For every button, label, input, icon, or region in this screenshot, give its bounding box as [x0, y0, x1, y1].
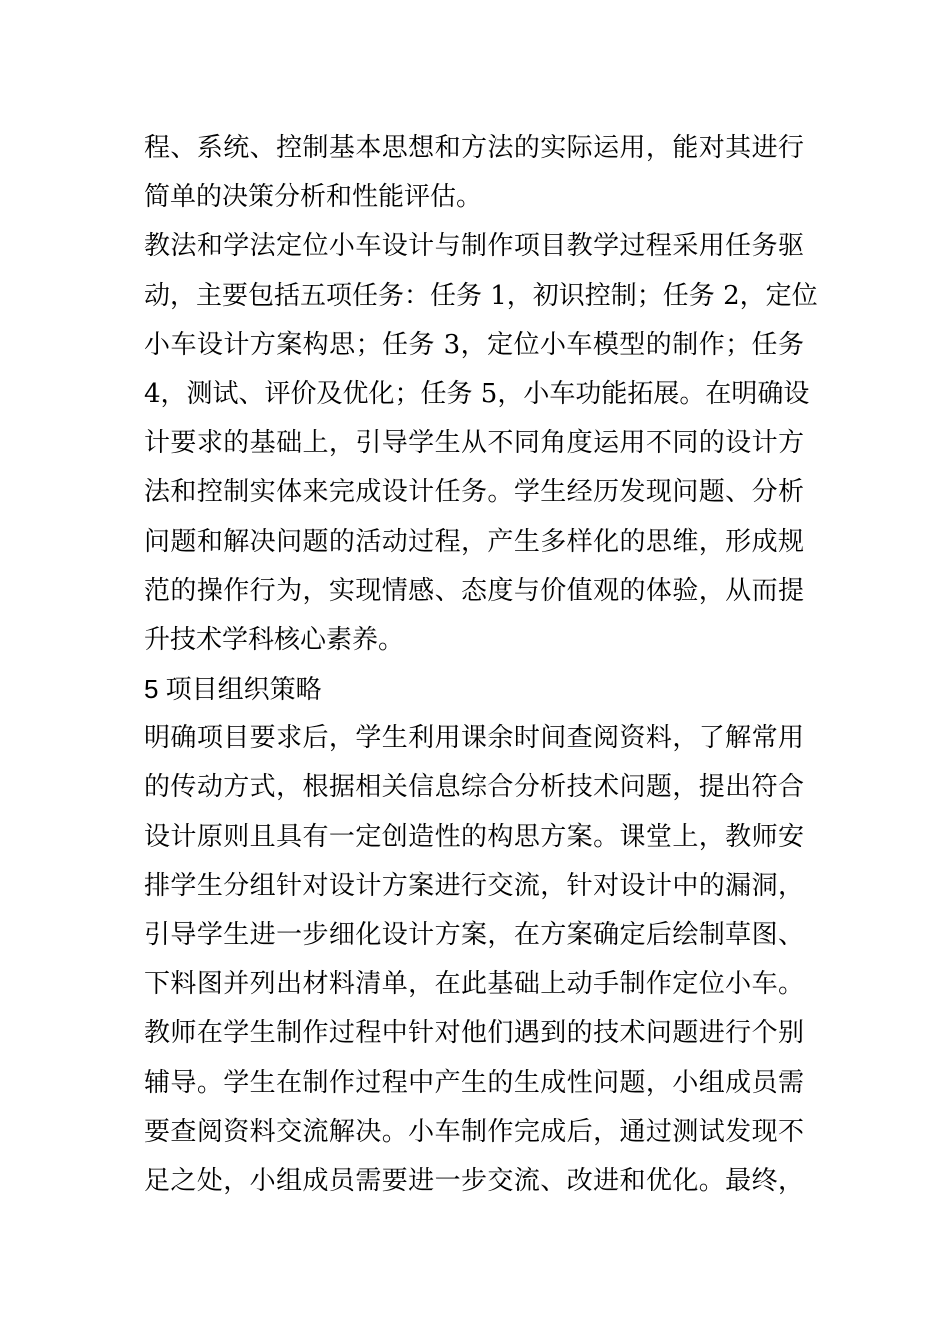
text-line: 辅导。学生在制作过程中产生的生成性问题，小组成员需 — [144, 1067, 804, 1098]
text-line: 小车设计方案构思；任务 3，定位小车模型的制作；任务 — [144, 329, 804, 360]
text-line: 4，测试、评价及优化；任务 5，小车功能拓展。在明确设 — [144, 378, 810, 409]
text-line: 要查阅资料交流解决。小车制作完成后，通过测试发现不 — [144, 1116, 804, 1147]
text-line: 设计原则且具有一定创造性的构思方案。课堂上，教师安 — [144, 821, 804, 852]
text-line: 程、系统、控制基本思想和方法的实际运用，能对其进行 — [144, 133, 804, 163]
document-body — [144, 124, 818, 1206]
paragraph-organization-strategy — [144, 714, 804, 1206]
text-line: 的传动方式，根据相关信息综合分析技术问题，提出符合 — [144, 772, 804, 803]
section-heading: 5 项目组织策略 — [144, 674, 322, 705]
text-line: 法和控制实体来完成设计任务。学生经历发现问题、分析 — [144, 477, 804, 508]
text-line: 下料图并列出材料清单，在此基础上动手制作定位小车。 — [144, 969, 804, 1000]
text-line: 排学生分组针对设计方案进行交流，针对设计中的漏洞， — [144, 870, 804, 901]
text-line: 问题和解决问题的活动过程，产生多样化的思维，形成规 — [144, 526, 804, 557]
text-line: 升技术学科核心素养。 — [144, 624, 405, 655]
text-line: 范的操作行为，实现情感、态度与价值观的体验，从而提 — [144, 575, 804, 606]
text-line: 动，主要包括五项任务：任务 1，初识控制；任务 2，定位 — [144, 280, 818, 311]
text-line: 教法和学法定位小车设计与制作项目教学过程采用任务驱 — [144, 231, 804, 262]
text-line: 明确项目要求后，学生利用课余时间查阅资料，了解常用 — [144, 723, 804, 754]
text-line: 简单的决策分析和性能评估。 — [144, 182, 483, 213]
text-line: 足之处，小组成员需要进一步交流、改进和优化。最终， — [144, 1165, 804, 1196]
text-line: 教师在学生制作过程中针对他们遇到的技术问题进行个别 — [144, 1018, 804, 1049]
paragraph-teaching-methods — [144, 222, 818, 665]
text-line: 引导学生进一步细化设计方案，在方案确定后绘制草图、 — [144, 920, 804, 950]
paragraph-objectives-end — [144, 124, 804, 222]
text-line: 计要求的基础上，引导学生从不同角度运用不同的设计方 — [144, 428, 804, 459]
